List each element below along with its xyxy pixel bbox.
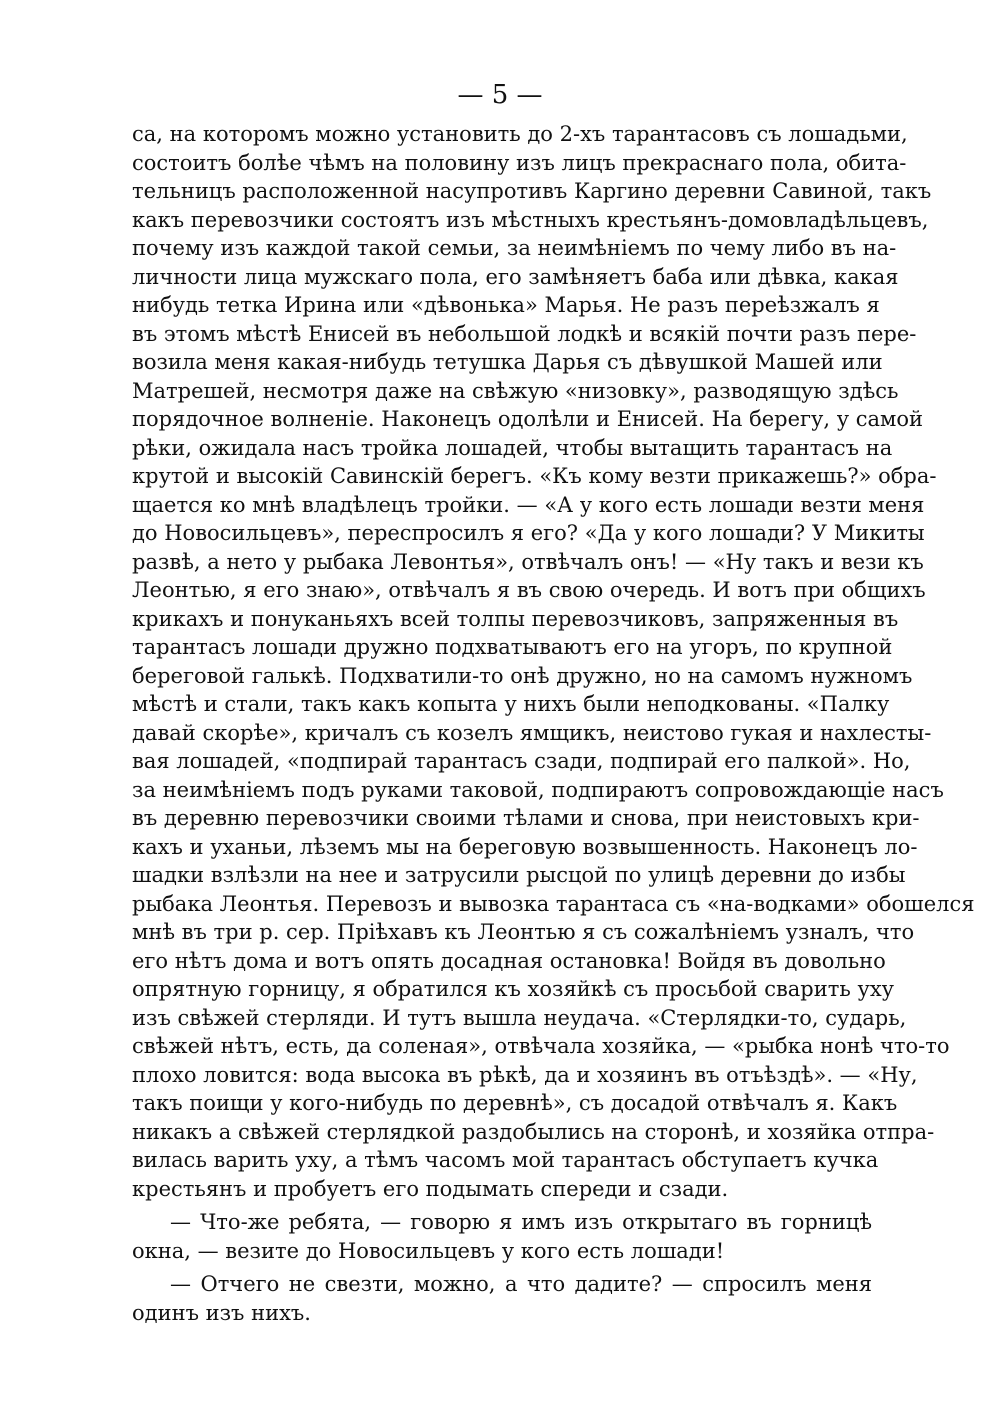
paragraph-1 [132,120,975,1203]
text-line: мнѣ въ три р. сер. Пріѣхавъ къ Леонтью я съ сожалѣніемъ узналъ, что [132,920,915,944]
text-line: развѣ, а нето у рыбака Левонтья», отвѣчалъ онъ! — «Ну такъ и вези къ [132,549,924,574]
text-line: щается ко мнѣ владѣлецъ тройки. — «А у кого есть лошади везти меня [132,492,925,517]
text-line: порядочное волненіе. Наконецъ одолѣли и Енисей. На берегу, у самой [132,407,924,431]
paragraph-2 [132,1208,872,1265]
text-line: — Что-же ребята, — говорю я имъ изъ открытаго въ горницѣ [170,1210,872,1234]
text-line: состоитъ болѣе чѣмъ на половину изъ лицъ прекраснаго пола, обита- [132,150,907,175]
page-number: — 5 — [457,80,543,110]
text-line: возила меня какая-нибудь тетушка Дарья съ дѣвушкой Машей или [132,350,883,374]
text-line: тельницъ расположенной насупротивъ Каргино деревни Савиной, такъ [132,179,932,203]
text-line: рыбака Леонтья. Перевозъ и вывозка тарантаса съ «на-водками» обошелся [132,891,975,916]
text-line: шадки взлѣзли на нее и затрусили рысцой по улицѣ деревни до избы [132,863,906,887]
text-line: окна, — везите до Новосильцевъ у кого есть лошади! [132,1238,725,1263]
text-line: Леонтью, я его знаю», отвѣчалъ я въ свою очередь. И вотъ при общихъ [132,578,926,602]
text-line: мѣстѣ и стали, такъ какъ копыта у нихъ были неподкованы. «Палку [132,692,890,716]
text-line: вилась варить уху, а тѣмъ часомъ мой тарантасъ обступаетъ кучка [132,1148,879,1172]
text-line: личности лица мужскаго пола, его замѣняетъ баба или дѣвка, какая [132,264,899,289]
text-line: вая лошадей, «подпирай тарантасъ сзади, подпирай его палкой». Но, [132,749,911,773]
text-line: его нѣтъ дома и вотъ опять досадная остановка! Войдя въ довольно [132,948,886,973]
text-line: плохо ловится: вода высока въ рѣкѣ, да и хозяинъ въ отъѣздѣ». — «Ну, [132,1062,918,1087]
text-line: давай скорѣе», кричалъ съ козелъ ямщикъ, неистово гукая и нахлесты- [132,720,932,745]
text-line: Матрешей, несмотря даже на свѣжую «низовку», разводящую здѣсь [132,378,899,403]
paragraph-3 [132,1270,872,1327]
text-line: въ деревню перевозчики своими тѣлами и снова, при неистовыхъ кри- [132,806,920,830]
text-line: крестьянъ и пробуетъ его подымать спереди и сзади. [132,1176,729,1201]
text-line: крутой и высокій Савинскій берегъ. «Къ кому везти прикажешь?» обра- [132,464,937,488]
text-line: какъ перевозчики состоятъ изъ мѣстныхъ крестьянъ-домовладѣльцевъ, [132,207,929,232]
text-line: за неимѣніемъ подъ руками таковой, подпираютъ сопровождающіе насъ [132,777,944,802]
text-line: рѣки, ожидала насъ тройка лошадей, чтобы вытащить тарантасъ на [132,435,893,460]
body-text [132,120,975,1327]
text-line: почему изъ каждой такой семьи, за неимѣніемъ по чему либо въ на- [132,236,897,260]
text-line: одинъ изъ нихъ. [132,1300,311,1325]
text-line: нибудь тетка Ирина или «дѣвонька» Марья. Не разъ переѣзжалъ я [132,293,880,317]
text-line: береговой галькѣ. Подхватили-то онѣ дружно, но на самомъ нужномъ [132,663,913,688]
text-line: крикахъ и понуканьяхъ всей толпы перевозчиковъ, запряженныя въ [132,606,899,631]
text-line: изъ свѣжей стерляди. И тутъ вышла неудача. «Стерлядки-то, сударь, [132,1005,907,1030]
text-line: въ этомъ мѣстѣ Енисей въ небольшой лодкѣ и всякій почти разъ пере- [132,321,917,346]
text-line: — Отчего не свезти, можно, а что дадите? — спросилъ меня [170,1272,872,1296]
text-line: до Новосильцевъ», переспросилъ я его? «Да у кого лошади? У Микиты [132,521,925,545]
text-line: тарантасъ лошади дружно подхватываютъ его на угоръ, по крупной [132,635,893,659]
text-line: кахъ и уханьи, лѣземъ мы на береговую возвышенность. Наконецъ ло- [132,834,918,859]
text-line: свѣжей нѣтъ, есть, да соленая», отвѣчала хозяйка, — «рыбка нонѣ что-то [132,1034,950,1058]
text-line: никакъ а свѣжей стерлядкой раздобылись на сторонѣ, и хозяйка отпра- [132,1119,935,1144]
text-line: опрятную горницу, я обратился къ хозяйкѣ съ просьбой сварить уху [132,977,895,1001]
text-line: са, на которомъ можно установить до 2-хъ тарантасовъ съ лошадьми, [132,122,908,146]
text-line: такъ поищи у кого-нибудь по деревнѣ», съ досадой отвѣчалъ я. Какъ [132,1091,898,1115]
